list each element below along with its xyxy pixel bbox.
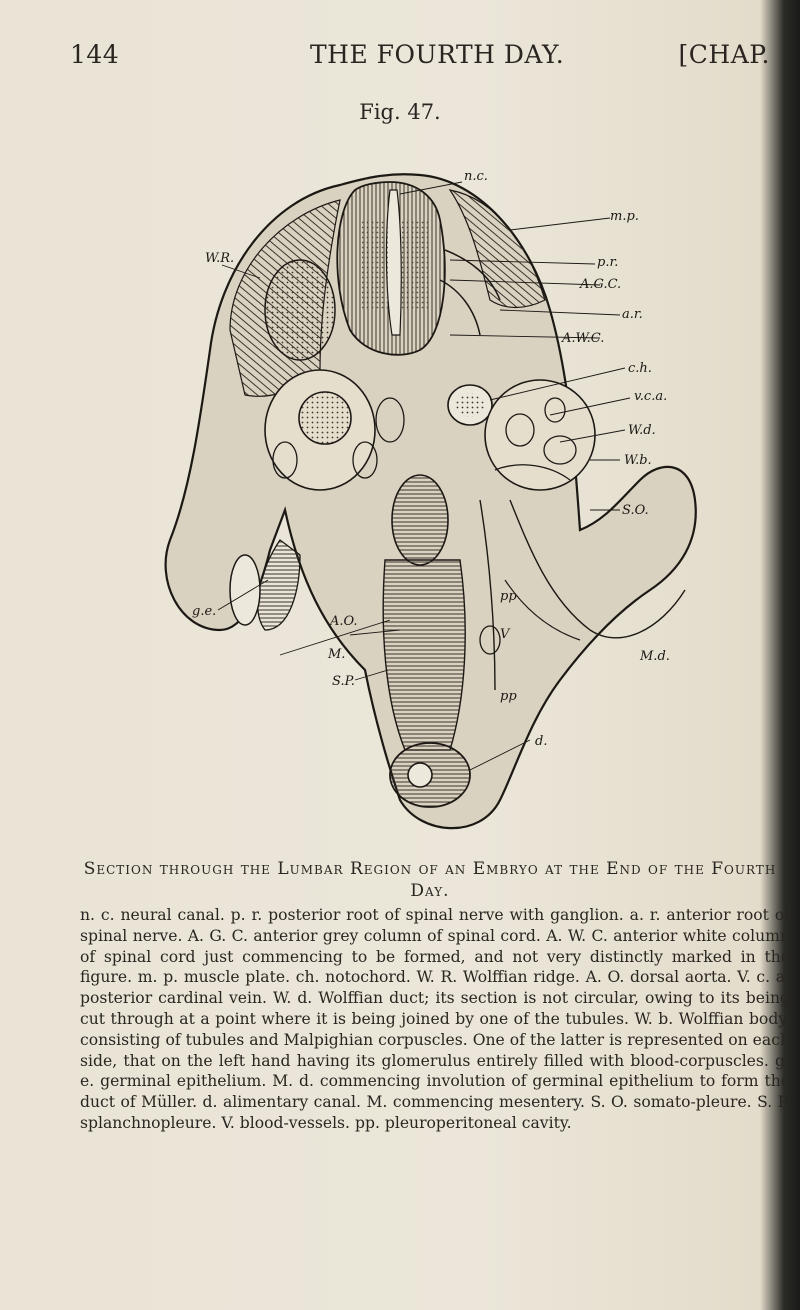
embryo-section-figure <box>150 160 710 850</box>
label-m: M. <box>328 647 346 662</box>
label-wb: W.b. <box>624 453 652 468</box>
label-sp: S.P. <box>332 674 355 689</box>
label-mp: m.p. <box>610 209 639 224</box>
label-ao: A.O. <box>330 614 358 629</box>
label-ar: a.r. <box>622 307 643 322</box>
label-pp-1: pp <box>500 589 517 604</box>
label-md: M.d. <box>640 649 670 664</box>
figure-legend: n. c. neural canal. p. r. posterior root of spinal nerve with ganglion. a. r. anterior root of spinal nerve. A. G. C. anterior grey column of spinal cord. A. W. C. anterior white column of spinal cord just commencing to be formed, and not very distinctly marked in the figure. m. p. muscle plate. ch. notochord. W. R. Wolffian ridge. A. O. dorsal aorta. V. c. a. posterior cardinal vein. W. d. Wolffian duct; its section is not circular, owing to its being cut through at a point where it is being joined by one of the tubules. W. b. Wolffian body, consisting of tubules and Malpighian corpuscles. One of the latter is represented on each side, that on the left hand having its glomerulus entirely filled with blood-corpuscles. g. e. germinal epithelium. M. d. commencing involution of germinal epithelium to form the duct of Müller. d. alimentary canal. M. commencing mesentery. S. O. somato-pleure. S. P. splanchnopleure. V. blood-vessels. pp. pleuroperitoneal cavity. <box>80 906 790 1132</box>
label-agc: A.G.C. <box>580 277 622 292</box>
label-so: S.O. <box>622 503 649 518</box>
label-d: d. <box>535 734 548 749</box>
embryo-section-drawing <box>150 160 710 850</box>
mesentery <box>383 560 465 750</box>
running-header <box>70 40 770 80</box>
ganglion-left <box>265 260 335 360</box>
label-nc: n.c. <box>464 169 488 184</box>
label-wr: W.R. <box>205 251 235 266</box>
neural-canal <box>386 190 401 335</box>
figure-caption: Section through the Lumbar Region of an Embryo at the End of the Fourth Day. <box>83 859 777 901</box>
dorsal-aorta <box>392 475 448 565</box>
label-awc: A.W.C. <box>562 331 605 346</box>
label-ch: c.h. <box>628 361 652 376</box>
glomerulus-left <box>299 392 351 444</box>
figure-label: Fig. 47. <box>359 100 441 124</box>
wolffian-body-right <box>485 380 595 490</box>
label-pr: p.r. <box>597 255 619 270</box>
running-title: THE FOURTH DAY. <box>310 40 565 69</box>
label-ge: g.e. <box>192 604 217 619</box>
page-number: 144 <box>70 40 120 69</box>
label-vca: v.c.a. <box>634 389 668 404</box>
label-wd: W.d. <box>628 423 656 438</box>
grey-column <box>362 220 388 310</box>
chapter-marker: [CHAP. <box>678 40 770 69</box>
label-pp-2: pp <box>500 689 517 704</box>
label-v: V <box>500 627 510 642</box>
